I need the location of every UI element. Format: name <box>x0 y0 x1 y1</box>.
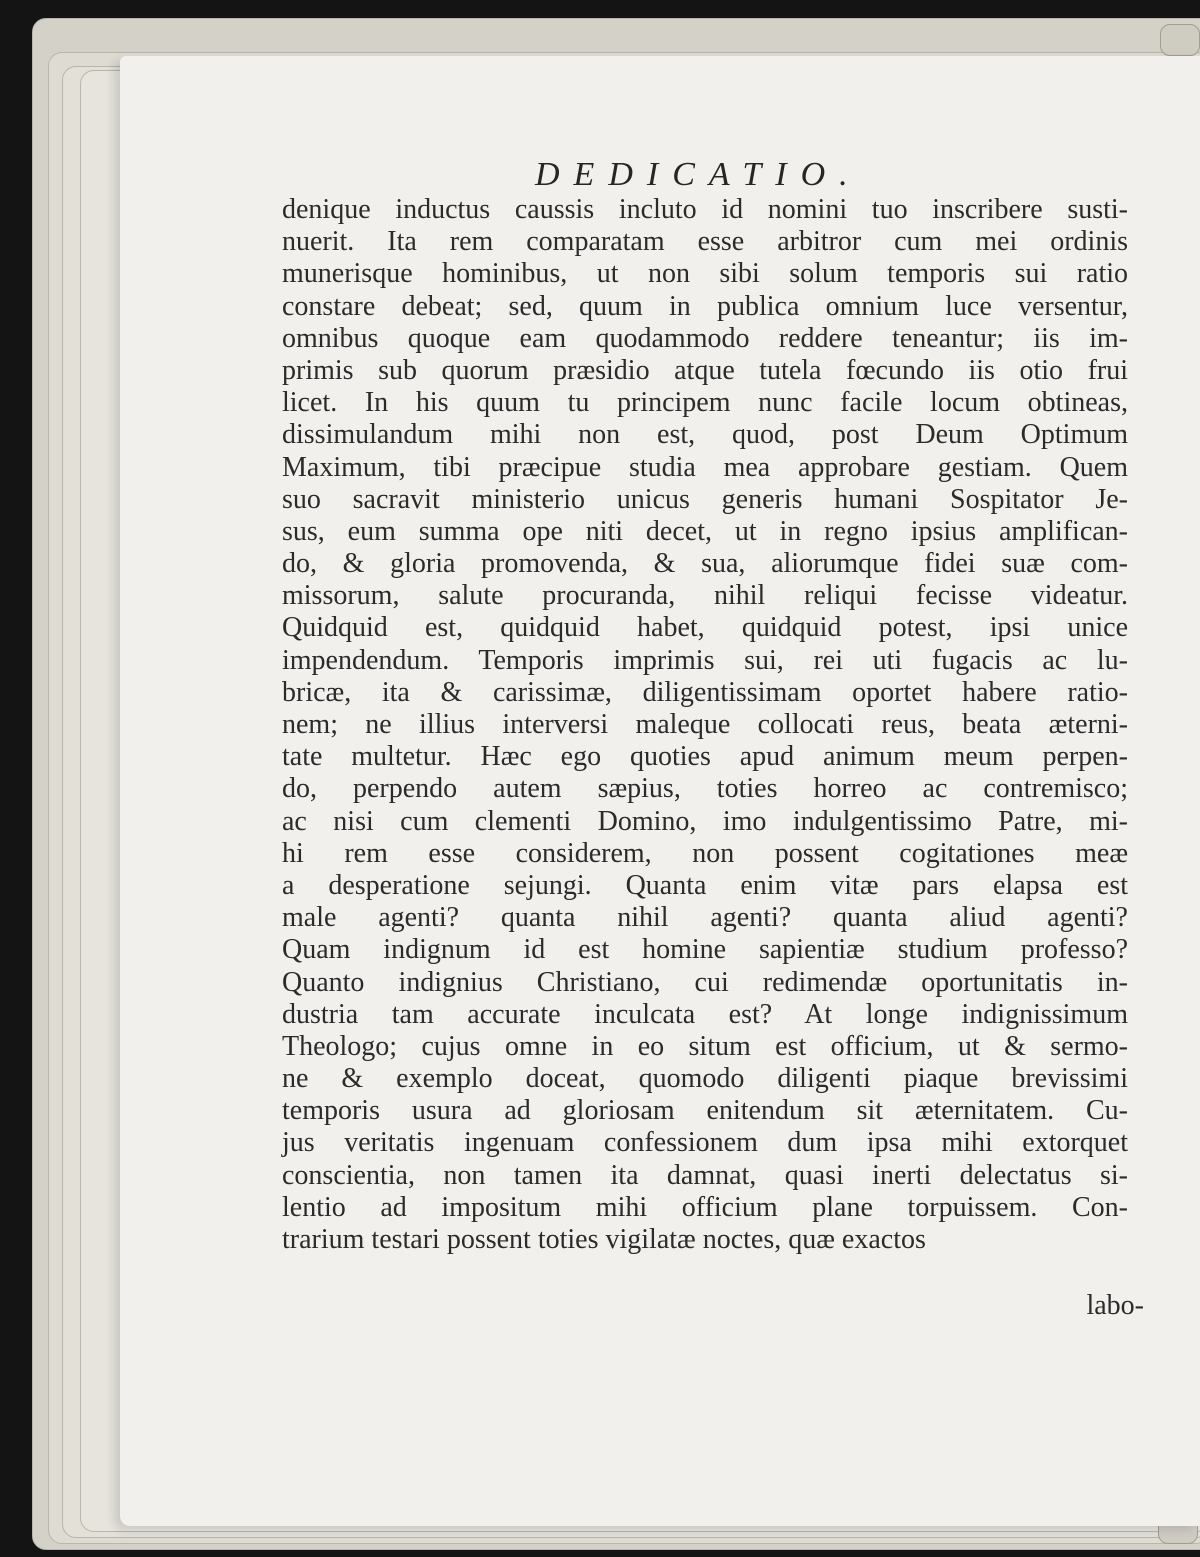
text-line: tate multetur. Hæc ego quoties apud animum meum perpen- <box>282 741 1128 773</box>
top-clasp <box>1160 24 1200 56</box>
text-line: constare debeat; sed, quum in publica omnium luce versentur, <box>282 290 1128 322</box>
text-line: ac nisi cum clementi Domino, imo indulgentissimo Patre, mi- <box>282 805 1128 837</box>
text-line: Maximum, tibi præcipue studia mea approbare gestiam. Quem <box>282 451 1128 483</box>
text-line: temporis usura ad gloriosam enitendum sit æternitatem. Cu- <box>282 1095 1128 1127</box>
body-text <box>282 194 1128 1256</box>
text-line: bricæ, ita & carissimæ, diligentissimam oportet habere ratio- <box>282 676 1128 708</box>
text-line: ne & exemplo doceat, quomodo diligenti piaque brevissimi <box>282 1063 1128 1095</box>
text-line: male agenti? quanta nihil agenti? quanta aliud agenti? <box>282 902 1128 934</box>
text-line: dissimulandum mihi non est, quod, post Deum Optimum <box>282 419 1128 451</box>
text-line: jus veritatis ingenuam confessionem dum ipsa mihi extorquet <box>282 1127 1128 1159</box>
text-line: Theologo; cujus omne in eo situm est officium, ut & sermo- <box>282 1030 1128 1062</box>
text-line: sus, eum summa ope niti decet, ut in regno ipsius amplifican- <box>282 515 1128 547</box>
text-line: omnibus quoque eam quodammodo reddere teneantur; iis im- <box>282 322 1128 354</box>
text-line: Quanto indignius Christiano, cui redimendæ oportunitatis in- <box>282 966 1128 998</box>
text-line: do, perpendo autem sæpius, toties horreo ac contremisco; <box>282 773 1128 805</box>
text-line: hi rem esse considerem, non possent cogitationes meæ <box>282 837 1128 869</box>
text-line: conscientia, non tamen ita damnat, quasi inerti delectatus si- <box>282 1159 1128 1191</box>
text-line: nuerit. Ita rem comparatam esse arbitror cum mei ordinis <box>282 226 1128 258</box>
text-line: munerisque hominibus, ut non sibi solum temporis sui ratio <box>282 258 1128 290</box>
text-line: nem; ne illius interversi maleque collocati reus, beata æterni- <box>282 709 1128 740</box>
text-line: a desperatione sejungi. Quanta enim vitæ pars elapsa est <box>282 869 1128 901</box>
text-line: missorum, salute procuranda, nihil reliqui fecisse videatur. <box>282 580 1128 612</box>
text-line: suo sacravit ministerio unicus generis humani Sospitator Je- <box>282 483 1128 515</box>
text-line: licet. In his quum tu principem nunc facile locum obtineas, <box>282 387 1128 419</box>
text-line: primis sub quorum præsidio atque tutela fœcundo iis otio frui <box>282 354 1128 386</box>
text-line: trarium testari possent toties vigilatæ noctes, quæ exactos <box>282 1224 926 1255</box>
text-line: lentio ad impositum mihi officium plane torpuissem. Con- <box>282 1191 1128 1223</box>
catchword: labo- <box>1086 1290 1144 1321</box>
text-line: denique inductus caussis incluto id nomini tuo inscribere susti- <box>282 194 1128 225</box>
text-line: Quam indignum id est homine sapientiæ studium professo? <box>282 934 1128 966</box>
text-line: Quidquid est, quidquid habet, quidquid potest, ipsi unice <box>282 612 1128 644</box>
text-line: dustria tam accurate inculcata est? At longe indignissimum <box>282 998 1128 1030</box>
text-line: impendendum. Temporis imprimis sui, rei uti fugacis ac lu- <box>282 644 1128 676</box>
text-line: do, & gloria promovenda, & sua, aliorumque fidei suæ com- <box>282 548 1128 580</box>
page-header: DEDICATIO. <box>535 156 862 193</box>
